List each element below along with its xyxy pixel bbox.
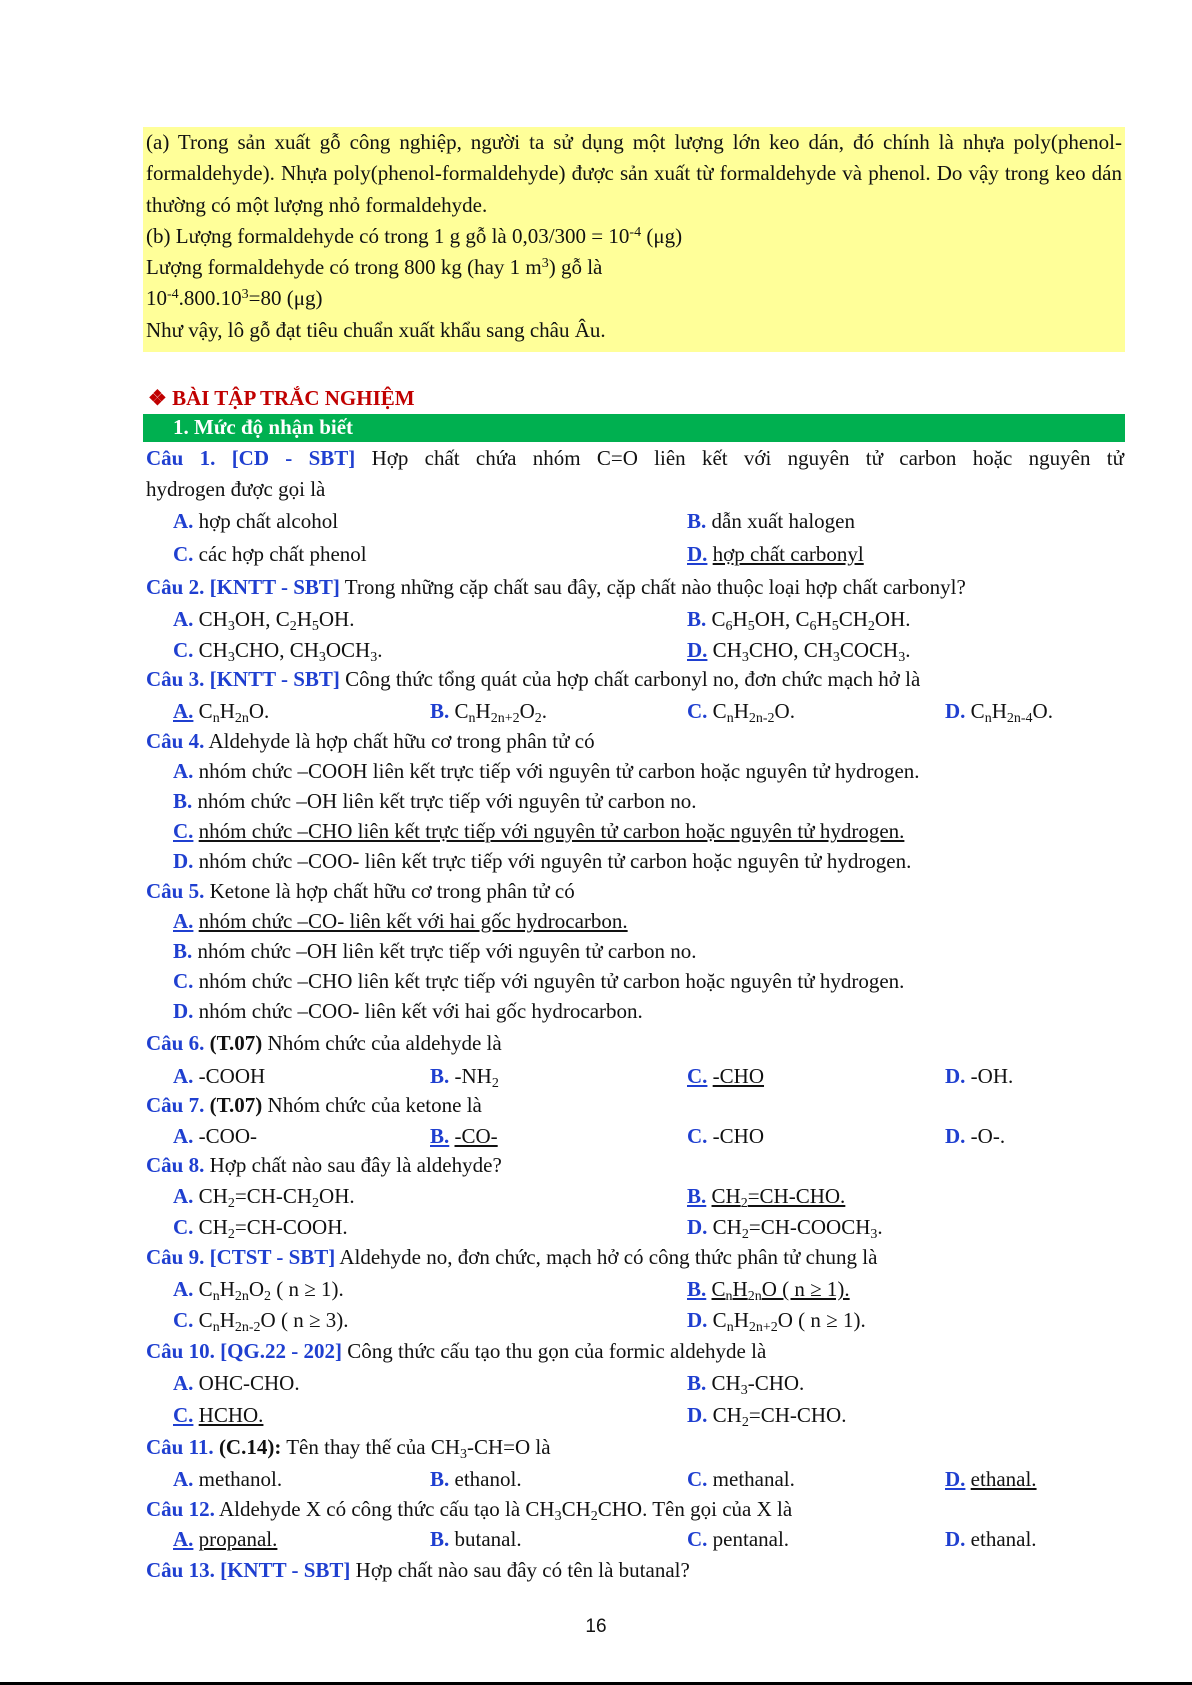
q7-option-b-correct[interactable]: B. -CO- (430, 1124, 498, 1148)
q6-option-c-correct[interactable]: C. -CHO (687, 1064, 765, 1088)
q2-option-c[interactable]: C. $CH_3CHO$, $CH_3OCH_3$. (173, 638, 383, 665)
question-3: Câu 3. [KNTT - SBT] Công thức tổng quát của hợp chất carbonyl no, đơn chức mạch hở là (146, 667, 921, 691)
q3-option-d[interactable]: D. $C_nH_{2n-4}O$. (945, 699, 1053, 726)
explanation-b3: $10^{-4}.800.10^3=80$ (μg) (146, 286, 323, 311)
q11-option-d-correct[interactable]: D. ethanal. (945, 1467, 1037, 1491)
question-10: Câu 10. [QG.22 - 202] Công thức cấu tạo thu gọn của formic aldehyde là (146, 1339, 767, 1363)
q8-option-c[interactable]: C. $CH_2=CH$-COOH. (173, 1215, 348, 1242)
q11-option-b[interactable]: B. ethanol. (430, 1467, 522, 1491)
section-title: ❖ BÀI TẬP TRẮC NGHIỆM (148, 386, 415, 410)
q6-option-d[interactable]: D. -OH. (945, 1064, 1014, 1088)
q5-option-b[interactable]: B. nhóm chức –OH liên kết trực tiếp với nguyên tử carbon no. (173, 939, 697, 963)
q12-option-d[interactable]: D. ethanal. (945, 1527, 1037, 1551)
q4-option-a[interactable]: A. nhóm chức –COOH liên kết trực tiếp với nguyên tử carbon hoặc nguyên tử hydrogen. (173, 759, 920, 783)
q6-option-b[interactable]: B. $-NH_2$ (430, 1064, 499, 1091)
page-number: 16 (585, 1616, 607, 1637)
question-8: Câu 8. Hợp chất nào sau đây là aldehyde? (146, 1153, 502, 1177)
q1-option-d-correct[interactable]: D. hợp chất carbonyl (687, 542, 864, 566)
q7-option-c[interactable]: C. -CHO (687, 1124, 765, 1148)
q12-option-a-correct[interactable]: A. propanal. (173, 1527, 278, 1551)
q8-option-d[interactable]: D. $CH_2=CH-COOCH_3$. (687, 1215, 883, 1242)
q2-option-b[interactable]: B. $C_6H_5OH$, $C_6H_5CH_2OH$. (687, 607, 911, 634)
q12-option-c[interactable]: C. pentanal. (687, 1527, 790, 1551)
q4-option-d[interactable]: D. nhóm chức –COO- liên kết trực tiếp với nguyên tử carbon hoặc nguyên tử hydrogen. (173, 849, 912, 873)
question-2: Câu 2. [KNTT - SBT] Trong những cặp chất sau đây, cặp chất nào thuộc loại hợp chất carbonyl? (146, 575, 966, 599)
q1-option-a[interactable]: A. hợp chất alcohol (173, 509, 339, 533)
q2-option-a[interactable]: A. $CH_3OH$, $C_2H_5OH$. (173, 607, 355, 634)
explanation-b1: (b) Lượng formaldehyde có trong 1 g gỗ là $0,03/300 = 10^{-4}$ (μg) (146, 223, 683, 248)
q3-option-c[interactable]: C. $C_nH_{2n-2}O$. (687, 699, 795, 726)
question-11: Câu 11. (C.14): Tên thay thế của $CH_3-CH=O$ là (146, 1435, 551, 1462)
question-13: Câu 13. [KNTT - SBT] Hợp chất nào sau đây có tên là butanal? (146, 1558, 690, 1582)
question-1-cont: hydrogen được gọi là (146, 477, 326, 501)
level-bar (143, 414, 1125, 442)
q10-option-b[interactable]: B. $CH_3$-CHO. (687, 1371, 805, 1398)
q3-option-b[interactable]: B. $C_nH_{2n+2}O_2$. (430, 699, 548, 726)
q10-option-d[interactable]: D. $CH_2=CH$-CHO. (687, 1403, 847, 1430)
q9-option-b-correct[interactable]: B. $C_nH_{2n}O$ ( n ≥ 1). (687, 1277, 850, 1304)
question-4: Câu 4. Aldehyde là hợp chất hữu cơ trong phân tử có (146, 729, 595, 753)
q4-option-b[interactable]: B. nhóm chức –OH liên kết trực tiếp với nguyên tử carbon no. (173, 789, 697, 813)
explanation-a: (a) Trong sản xuất gỗ công nghiệp, người ta sử dụng một lượng lớn keo dán, đó chính là nhựa poly(phenol-formaldehyde). Nhựa poly(phenol-formaldehyde) được sản xuất từ formaldehyde và phenol. Do vậy trong keo dán thường có một lượng nhỏ formaldehyde. (146, 130, 1122, 217)
q8-option-b-correct[interactable]: B. $CH_2=CH$-CHO. (687, 1184, 846, 1211)
question-5: Câu 5. Ketone là hợp chất hữu cơ trong phân tử có (146, 879, 575, 903)
q9-option-d[interactable]: D. $C_nH_{2n+2}O$ ( n ≥ 1). (687, 1308, 866, 1335)
q2-option-d-correct[interactable]: D. $CH_3CHO$, $CH_3COCH_3$. (687, 638, 911, 665)
q4-option-c-correct[interactable]: C. nhóm chức –CHO liên kết trực tiếp với nguyên tử carbon hoặc nguyên tử hydrogen. (173, 819, 905, 843)
q5-option-d[interactable]: D. nhóm chức –COO- liên kết với hai gốc hydrocarbon. (173, 999, 643, 1023)
q5-option-a-correct[interactable]: A. nhóm chức –CO- liên kết với hai gốc hydrocarbon. (173, 909, 628, 933)
question-9: Câu 9. [CTST - SBT] Aldehyde no, đơn chức, mạch hở có công thức phân tử chung là (146, 1245, 878, 1269)
q9-option-a[interactable]: A. $C_nH_{2n}O_2$ ( n ≥ 1). (173, 1277, 344, 1304)
q9-option-c[interactable]: C. $C_nH_{2n-2}O$ ( n ≥ 3). (173, 1308, 349, 1335)
q11-option-a[interactable]: A. methanol. (173, 1467, 283, 1491)
q8-option-a[interactable]: A. $CH_2=CH-CH_2OH$. (173, 1184, 355, 1211)
question-12: Câu 12. Aldehyde X có công thức cấu tạo là $CH_3CH_2CHO$. Tên gọi của X là (146, 1497, 793, 1524)
question-7: Câu 7. (T.07) Nhóm chức của ketone là (146, 1093, 482, 1117)
question-1: Câu 1. [CD - SBT] Hợp chất chứa nhóm C=O liên kết với nguyên tử carbon hoặc nguyên tử (146, 446, 1124, 470)
q7-option-a[interactable]: A. -COO- (173, 1124, 257, 1148)
explanation-conclusion: Như vậy, lô gỗ đạt tiêu chuẩn xuất khẩu sang châu Âu. (146, 317, 606, 342)
q6-option-a[interactable]: A. -COOH (173, 1064, 266, 1088)
q10-option-c-correct[interactable]: C. HCHO. (173, 1403, 264, 1427)
diamond-bullet-icon: ❖ (148, 386, 167, 410)
q11-option-c[interactable]: C. methanal. (687, 1467, 795, 1491)
q1-option-c[interactable]: C. các hợp chất phenol (173, 542, 367, 566)
q3-option-a-correct[interactable]: A. $C_nH_{2n}O$. (173, 699, 270, 726)
question-6: Câu 6. (T.07) Nhóm chức của aldehyde là (146, 1031, 502, 1055)
q12-option-b[interactable]: B. butanal. (430, 1527, 522, 1551)
q7-option-d[interactable]: D. -O-. (945, 1124, 1006, 1148)
q5-option-c[interactable]: C. nhóm chức –CHO liên kết trực tiếp với nguyên tử carbon hoặc nguyên tử hydrogen. (173, 969, 905, 993)
level-title: 1. Mức độ nhận biết (173, 415, 354, 439)
q10-option-a[interactable]: A. OHC-CHO. (173, 1371, 300, 1395)
q1-option-b[interactable]: B. dẫn xuất halogen (687, 509, 855, 533)
explanation-b2: Lượng formaldehyde có trong 800 kg (hay 1 $m^3$) gỗ là (146, 255, 603, 280)
explanation-block (143, 127, 1125, 352)
